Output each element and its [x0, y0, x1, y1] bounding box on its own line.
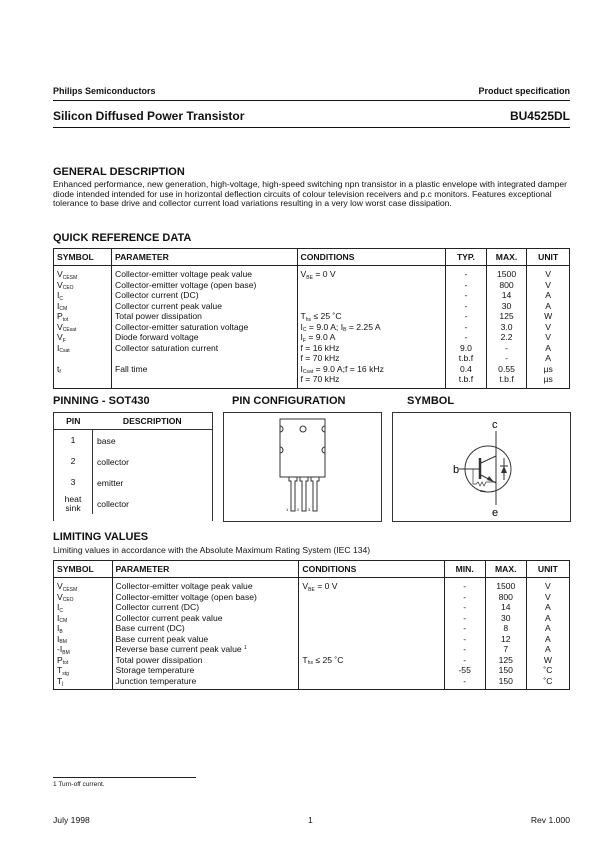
symbol-cell: [54, 353, 112, 364]
condition-text: = 0 V: [312, 269, 336, 279]
symbol: V: [57, 581, 63, 591]
condition-subscript: hs: [305, 316, 312, 323]
parameter: Storage temperature: [115, 665, 195, 675]
symbol-cell: [54, 332, 112, 343]
symbol-cell: [54, 578, 113, 592]
parameter: Base current (DC): [115, 623, 185, 633]
condition-text: I: [300, 332, 303, 342]
table-row: [54, 644, 570, 655]
parameter-cell: [111, 364, 297, 375]
symbol-subscript: f: [59, 369, 61, 375]
parameter-cell: [112, 623, 299, 634]
symbol: I: [57, 602, 60, 612]
pinning-table-box: [53, 412, 213, 521]
conditions-cell: [297, 290, 446, 301]
typ-min-value: -: [444, 644, 485, 655]
symbol: T: [57, 665, 63, 675]
conditions-cell: [299, 578, 444, 592]
pin-number: 3: [54, 472, 93, 493]
max-value: 7: [485, 644, 526, 655]
unit: V: [527, 266, 570, 280]
pin-row: [54, 451, 212, 472]
typ-min-value: -55: [444, 665, 485, 676]
unit: W: [526, 655, 569, 666]
condition-subscript: Csat: [302, 369, 314, 375]
transistor-symbol-diagram: [392, 412, 571, 522]
unit: A: [526, 623, 569, 634]
column-header: MAX.: [486, 249, 527, 266]
unit: W: [527, 311, 570, 322]
symbol-cell: [54, 592, 113, 603]
conditions-cell: [299, 676, 444, 690]
pin-label-2: 2: [297, 507, 300, 512]
parameter: Collector-emitter voltage peak value: [114, 269, 253, 279]
unit: A: [526, 613, 569, 624]
unit: ˚C: [526, 676, 569, 690]
max-value: -: [486, 353, 527, 364]
unit: A: [527, 353, 570, 364]
unit: V: [526, 578, 569, 592]
symbol-cell: [54, 343, 112, 354]
company-name: Philips Semiconductors: [53, 86, 156, 96]
unit: A: [527, 343, 570, 354]
symbol: -I: [57, 644, 63, 654]
limiting-values-subtitle: Limiting values in accordance with the Absolute Maximum Rating System (IEC 134): [53, 545, 371, 555]
symbol-cell: [54, 266, 112, 280]
pinning-heading: PINNING - SOT430: [53, 395, 150, 407]
pin-header-row: [54, 413, 212, 430]
unit: V: [527, 332, 570, 343]
max-value: 0.55: [486, 364, 527, 375]
max-value: 800: [486, 280, 527, 291]
pin-configuration-heading: PIN CONFIGURATION: [232, 395, 346, 407]
condition-text: = 9.0 A; I: [306, 321, 344, 332]
conditions-cell: [297, 364, 446, 375]
table-row: [54, 280, 570, 291]
parameter: Collector current (DC): [114, 290, 199, 300]
table-row: [54, 353, 570, 364]
parameter-cell: [112, 676, 299, 690]
unit: A: [526, 644, 569, 655]
max-value: 1500: [486, 266, 527, 280]
condition-text: = 2.25 A: [346, 321, 381, 332]
table-row: [54, 332, 570, 343]
symbol-cell: [54, 374, 112, 388]
typ-min-value: -: [446, 332, 487, 343]
parameter-cell: [111, 280, 297, 291]
max-value: t.b.f: [486, 374, 527, 388]
typ-min-value: -: [444, 613, 485, 624]
footnote-number: 1: [53, 781, 57, 788]
parameter-cell: [111, 301, 297, 312]
symbol-cell: [54, 280, 112, 291]
unit: A: [526, 634, 569, 645]
symbol: t: [57, 363, 60, 374]
symbol-cell: [54, 290, 112, 301]
footer-revision: Rev 1.000: [530, 815, 570, 825]
parameter-cell: [111, 311, 297, 322]
column-header: CONDITIONS: [299, 561, 444, 578]
parameter: Total power dissipation: [114, 311, 202, 321]
symbol-cell: [54, 665, 113, 676]
symbol-cell: [54, 602, 113, 613]
parameter-cell: [112, 602, 299, 613]
pin-number: heat sink: [54, 493, 93, 514]
pin-description: emitter: [97, 477, 124, 488]
footnote-divider: [53, 777, 196, 778]
symbol-subscript: tot: [62, 660, 69, 666]
conditions-cell: [299, 665, 444, 676]
max-value: 14: [485, 602, 526, 613]
symbol: V: [57, 269, 63, 279]
conditions-cell: [299, 634, 444, 645]
typ-min-value: -: [444, 592, 485, 603]
symbol: I: [57, 612, 60, 623]
conditions-cell: [297, 280, 446, 291]
conditions-cell: [297, 343, 446, 354]
max-value: 800: [485, 592, 526, 603]
table-row: [54, 322, 570, 333]
footer-page-number: 1: [308, 815, 313, 825]
parameter-cell: [112, 634, 299, 645]
typ-min-value: -: [444, 634, 485, 645]
table-header-row: [54, 249, 570, 266]
typ-min-value: -: [446, 301, 487, 312]
symbol-subscript: C: [59, 607, 64, 614]
resistor-label: Rbe: [480, 489, 486, 493]
parameter: Collector saturation current: [114, 342, 219, 353]
table-row: [54, 613, 570, 624]
parameter-cell: [111, 322, 297, 333]
table-row: [54, 311, 570, 322]
parameter: Total power dissipation: [115, 654, 203, 665]
footer-date: July 1998: [53, 815, 90, 825]
package-outline-icon: [224, 413, 381, 521]
typ-min-value: -: [444, 578, 485, 592]
typ-min-value: -: [446, 311, 487, 322]
parameter-cell: [111, 332, 297, 343]
conditions-cell: [297, 311, 446, 322]
pin-configuration-diagram: [223, 412, 382, 522]
unit: V: [527, 322, 570, 333]
parameter: Collector current peak value: [115, 612, 223, 623]
condition-subscript: F: [302, 337, 306, 344]
column-header: TYP.: [446, 249, 487, 266]
symbol: P: [57, 311, 63, 321]
symbol-subscript: CEO: [62, 285, 74, 291]
title-divider: [53, 127, 570, 128]
column-header: UNIT: [527, 249, 570, 266]
part-number: BU4525DL: [509, 109, 570, 123]
symbol-subscript: BM: [59, 639, 67, 645]
symbol-cell: [54, 623, 113, 634]
condition-text: = 9.0 A: [305, 332, 336, 342]
condition-text: f = 70 kHz: [300, 353, 340, 363]
symbol-subscript: C: [59, 295, 64, 302]
unit: µs: [527, 374, 570, 388]
table-row: [54, 623, 570, 634]
max-value: 150: [485, 676, 526, 690]
conditions-cell: [299, 644, 444, 655]
symbol: V: [57, 279, 63, 290]
typ-min-value: -: [444, 602, 485, 613]
pin-description: collector: [97, 498, 129, 509]
unit: V: [527, 280, 570, 291]
conditions-cell: [299, 623, 444, 634]
symbol-subscript: CEO: [62, 597, 74, 603]
table-row: [54, 578, 570, 592]
symbol: V: [57, 321, 63, 332]
symbol-subscript: CESM: [62, 274, 78, 281]
max-value: 125: [486, 311, 527, 322]
emitter-label: e: [492, 507, 499, 519]
symbol: I: [57, 300, 60, 311]
parameter-cell: [112, 613, 299, 624]
conditions-cell: [297, 332, 446, 343]
unit: V: [526, 592, 569, 603]
typ-min-value: -: [444, 623, 485, 634]
column-header: UNIT: [526, 561, 569, 578]
column-header: MIN.: [444, 561, 485, 578]
conditions-cell: [297, 301, 446, 312]
typ-min-value: -: [446, 280, 487, 291]
typ-min-value: -: [446, 266, 487, 280]
parameter: Collector-emitter saturation voltage: [114, 321, 249, 332]
max-value: 30: [486, 301, 527, 312]
symbol-subscript: Csat: [59, 348, 70, 354]
symbol-subscript: CEsat: [62, 327, 77, 333]
parameter: Reverse base current peak value: [115, 644, 242, 654]
general-description-heading: GENERAL DESCRIPTION: [53, 166, 185, 178]
table-row: [54, 343, 570, 354]
condition-text: = 0 V: [314, 581, 338, 591]
parameter-cell: [111, 374, 297, 388]
table-row: [54, 592, 570, 603]
symbol: V: [57, 591, 63, 602]
base-label: b: [453, 464, 460, 476]
table-row: [54, 266, 570, 280]
symbol-subscript: BM: [62, 649, 70, 656]
footnote-text: Turn-off current.: [56, 781, 105, 788]
table-row: [54, 676, 570, 690]
pin-number: 2: [54, 451, 93, 472]
parameter-cell: [112, 655, 299, 666]
parameter: Diode forward voltage: [114, 332, 199, 342]
description-column-header: DESCRIPTION: [93, 413, 213, 430]
symbol-subscript: CESM: [62, 586, 78, 593]
parameter-cell: [111, 343, 297, 354]
unit: A: [526, 602, 569, 613]
column-header: PARAMETER: [112, 561, 299, 578]
max-value: 14: [486, 290, 527, 301]
conditions-cell: [297, 374, 446, 388]
product-name: Silicon Diffused Power Transistor: [53, 109, 245, 123]
symbol-cell: [54, 311, 112, 322]
parameter: Base current peak value: [115, 633, 209, 644]
conditions-cell: [299, 592, 444, 603]
footnote-ref: 1: [244, 645, 247, 651]
table-header-row: [54, 561, 570, 578]
symbol-cell: [54, 613, 113, 624]
typ-min-value: 9.0: [446, 343, 487, 354]
parameter-cell: [112, 644, 299, 655]
table-row: [54, 602, 570, 613]
parameter-cell: [111, 353, 297, 364]
condition-text: V: [300, 269, 307, 279]
symbol-cell: [54, 644, 113, 655]
pin-label-1: 1: [286, 507, 289, 512]
symbol-cell: [54, 301, 112, 312]
pin-row: [54, 472, 212, 493]
table-row: [54, 665, 570, 676]
table-row: [54, 364, 570, 375]
table-row: [54, 374, 570, 388]
document-type: Product specification: [478, 86, 570, 96]
symbol-cell: [54, 322, 112, 333]
typ-min-value: -: [446, 290, 487, 301]
parameter: Collector-emitter voltage (open base): [114, 279, 257, 290]
typ-min-value: -: [444, 655, 485, 666]
pin-number: 1: [54, 430, 93, 452]
quick-reference-table: [53, 248, 570, 389]
symbol-heading: SYMBOL: [407, 395, 455, 407]
condition-text: f = 16 kHz: [300, 342, 340, 353]
pin-row: [54, 493, 212, 514]
symbol: I: [57, 623, 60, 633]
column-header: SYMBOL: [54, 249, 112, 266]
table-row: [54, 634, 570, 645]
pinning-table: [54, 413, 212, 514]
symbol-subscript: stg: [62, 670, 69, 677]
max-value: 150: [485, 665, 526, 676]
conditions-cell: [297, 322, 446, 333]
symbol: P: [57, 654, 63, 665]
max-value: 3.0: [486, 322, 527, 333]
parameter: Junction temperature: [115, 675, 197, 686]
max-value: 1500: [485, 578, 526, 592]
symbol: I: [57, 290, 60, 300]
unit: A: [527, 301, 570, 312]
symbol: T: [57, 675, 63, 686]
condition-subscript: B: [343, 327, 347, 333]
max-value: -: [486, 343, 527, 354]
parameter-cell: [112, 665, 299, 676]
pin-label-3: 3: [308, 507, 311, 512]
typ-min-value: t.b.f: [446, 353, 487, 364]
unit: ˚C: [526, 665, 569, 676]
general-description-text: Enhanced performance, new generation, high-voltage, high-speed switching npn transistor in a plastic envelope with integrated damper diode intended intended for use in horizontal deflection circuits of colour television receivers and p.c monitors. Features exceptional tolerance to base drive and collector current load variations resulting in a very low worst case dissipation.: [53, 179, 568, 209]
condition-text: = 9.0 A;f = 16 kHz: [313, 363, 384, 374]
symbol-subscript: tot: [62, 316, 69, 323]
conditions-cell: [297, 266, 446, 280]
conditions-cell: [297, 353, 446, 364]
condition-text: T: [300, 311, 306, 321]
pin-description: base: [97, 435, 116, 446]
symbol-subscript: CM: [59, 618, 68, 624]
footnote: [53, 781, 105, 788]
typ-min-value: -: [446, 322, 487, 333]
parameter: Collector-emitter voltage (open base): [115, 591, 257, 602]
conditions-cell: [299, 655, 444, 666]
max-value: 12: [485, 634, 526, 645]
symbol: V: [57, 332, 63, 342]
pin-column-header: PIN: [54, 413, 93, 430]
column-header: SYMBOL: [54, 561, 113, 578]
condition-text: ≤ 25 ˚C: [312, 654, 344, 665]
symbol-subscript: j: [62, 681, 64, 687]
column-header: PARAMETER: [111, 249, 297, 266]
condition-text: I: [300, 363, 303, 374]
symbol-cell: [54, 676, 113, 690]
parameter: Collector-emitter voltage peak value: [115, 581, 253, 591]
condition-text: f = 70 kHz: [300, 374, 340, 384]
condition-text: I: [300, 321, 303, 332]
condition-subscript: BE: [308, 586, 315, 593]
table-row: [54, 290, 570, 301]
parameter-cell: [111, 290, 297, 301]
parameter: Collector current peak value: [114, 300, 222, 311]
collector-label: c: [492, 419, 498, 431]
header-divider: [53, 100, 570, 101]
conditions-cell: [299, 602, 444, 613]
parameter: Fall time: [114, 363, 148, 374]
limiting-values-heading: LIMITING VALUES: [53, 531, 149, 543]
symbol-subscript: CM: [59, 306, 68, 312]
typ-min-value: t.b.f: [446, 374, 487, 388]
symbol-subscript: F: [62, 337, 66, 344]
typ-min-value: 0.4: [446, 364, 487, 375]
max-value: 2.2: [486, 332, 527, 343]
condition-subscript: C: [302, 327, 307, 333]
max-value: 8: [485, 623, 526, 634]
unit: A: [527, 290, 570, 301]
symbol: I: [57, 342, 60, 353]
max-value: 125: [485, 655, 526, 666]
table-row: [54, 301, 570, 312]
condition-subscript: hs: [307, 660, 313, 666]
typ-min-value: -: [444, 676, 485, 690]
symbol-subscript: B: [59, 628, 63, 635]
parameter-cell: [112, 578, 299, 592]
symbol-cell: [54, 634, 113, 645]
limiting-values-table: [53, 560, 570, 690]
parameter: Collector current (DC): [115, 602, 200, 612]
pin-description: collector: [97, 456, 129, 467]
symbol: I: [57, 633, 60, 644]
npn-transistor-with-damper-diode-icon: [393, 413, 570, 521]
condition-text: ≤ 25 ˚C: [311, 311, 342, 321]
condition-text: T: [302, 654, 308, 665]
parameter-cell: [111, 266, 297, 280]
table-row: [54, 655, 570, 666]
parameter-cell: [112, 592, 299, 603]
column-header: CONDITIONS: [297, 249, 446, 266]
unit: µs: [527, 364, 570, 375]
condition-subscript: BE: [306, 274, 313, 281]
quick-reference-heading: QUICK REFERENCE DATA: [53, 232, 192, 244]
symbol-cell: [54, 655, 113, 666]
column-header: MAX.: [485, 561, 526, 578]
condition-text: V: [302, 581, 309, 591]
conditions-cell: [299, 613, 444, 624]
max-value: 30: [485, 613, 526, 624]
pin-row: [54, 430, 212, 452]
symbol-cell: [54, 364, 112, 375]
